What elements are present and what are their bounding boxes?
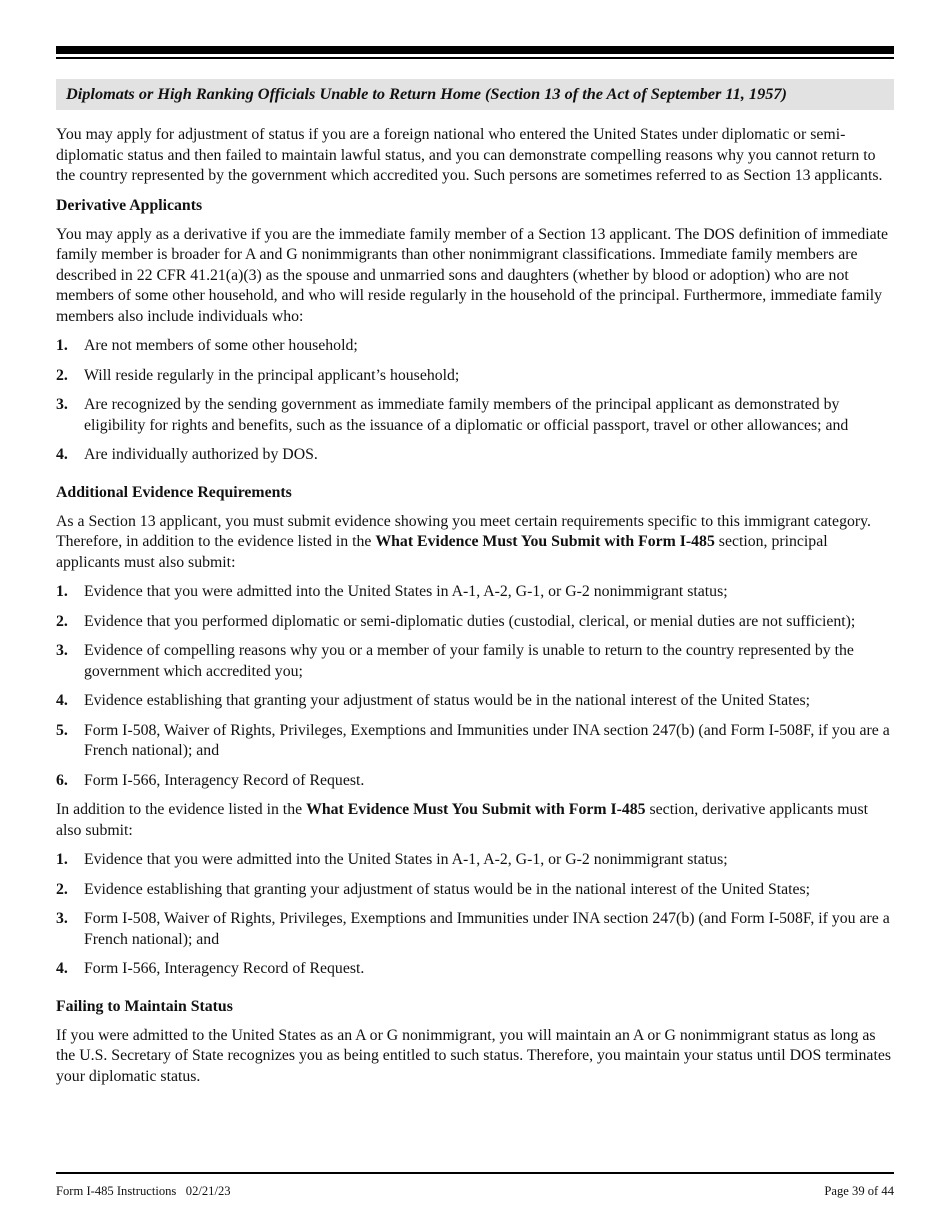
document-page	[56, 46, 894, 1087]
list-item	[56, 880, 894, 901]
list-text: Are recognized by the sending government as immediate family members of the principal applicant as demonstrated by eligibility for rights and benefits, such as the issuance of a diplomatic or official passport, travel or other allowances; and	[84, 396, 849, 434]
list-item	[56, 959, 894, 980]
list-text: Form I-508, Waiver of Rights, Privileges, Exemptions and Immunities under INA section 247(b) (and Form I-508F, if you are a French national); and	[84, 721, 890, 759]
list-number: 2.	[56, 612, 68, 630]
header-rule-thick	[56, 46, 894, 54]
list-text: Form I-508, Waiver of Rights, Privileges, Exemptions and Immunities under INA section 247(b) (and Form I-508F, if you are a French national); and	[84, 910, 890, 948]
derivative-heading: Derivative Applicants	[56, 196, 203, 214]
intro-paragraph: You may apply for adjustment of status if you are a foreign national who entered the United States under diplomatic or semi-diplomatic status and then failed to maintain lawful status, and you can demonstrate compelling reasons why you cannot return to the country represented by the government which accredited you. Such persons are sometimes referred to as Section 13 applicants.	[56, 126, 883, 184]
list-text: Will reside regularly in the principal applicant’s household;	[84, 366, 460, 384]
list-item	[56, 909, 894, 950]
list-item	[56, 445, 894, 466]
list-text: Are not members of some other household;	[84, 337, 358, 354]
principal-evidence-list	[56, 582, 894, 791]
list-number: 6.	[56, 771, 68, 789]
list-item	[56, 850, 894, 871]
list-number: 4.	[56, 960, 68, 977]
list-number: 1.	[56, 337, 68, 354]
list-text: Form I-566, Interagency Record of Request.	[84, 960, 365, 977]
list-item	[56, 691, 894, 712]
failing-status-heading: Failing to Maintain Status	[56, 997, 233, 1015]
footer-rule	[56, 1172, 894, 1174]
list-number: 3.	[56, 910, 68, 927]
list-number: 4.	[56, 446, 68, 463]
list-item	[56, 721, 894, 762]
list-text: Evidence that you were admitted into the United States in A-1, A-2, G-1, or G-2 nonimmigrant status;	[84, 851, 728, 868]
list-text: Evidence establishing that granting your adjustment of status would be in the national interest of the United States;	[84, 692, 811, 709]
header-rule-thin	[56, 57, 894, 59]
derivative-criteria-list	[56, 336, 894, 466]
list-item	[56, 771, 894, 792]
list-number: 1.	[56, 583, 68, 600]
list-text: Form I-566, Interagency Record of Request.	[84, 771, 365, 789]
list-number: 1.	[56, 851, 68, 868]
list-item	[56, 582, 894, 603]
list-number: 3.	[56, 396, 68, 413]
footer-page-number: Page 39 of 44	[824, 1184, 894, 1198]
list-number: 2.	[56, 880, 68, 898]
list-text: Evidence establishing that granting your adjustment of status would be in the national interest of the United States;	[84, 880, 811, 898]
list-text: Are individually authorized by DOS.	[84, 446, 318, 463]
list-item	[56, 366, 894, 387]
section-title: Diplomats or High Ranking Officials Unable to Return Home (Section 13 of the Act of September 11, 1957)	[56, 79, 894, 110]
list-item	[56, 612, 894, 633]
list-item	[56, 336, 894, 357]
list-number: 5.	[56, 721, 68, 739]
list-number: 3.	[56, 642, 68, 659]
derivative-paragraph: You may apply as a derivative if you are the immediate family member of a Section 13 applicant. The DOS definition of immediate family member is broader for A and G nonimmigrants than other nonimmigrant classifications. Immediate family members are described in 22 CFR 41.21(a)(3) as the spouse and unmarried sons and daughters (whether by blood or adoption) who are not members of some other household, and who will reside regularly in the household of the principal. Furthermore, immediate family members also include individuals who:	[56, 225, 889, 325]
list-text: Evidence that you were admitted into the United States in A-1, A-2, G-1, or G-2 nonimmigrant status;	[84, 583, 728, 600]
list-text: Evidence of compelling reasons why you or a member of your family is unable to return to the country represented by the government which accredited you;	[84, 642, 854, 680]
list-number: 4.	[56, 692, 68, 709]
derivative-evidence-paragraph: In addition to the evidence listed in the What Evidence Must You Submit with Form I-485 section, derivative applicants must also submit:	[56, 801, 868, 839]
additional-evidence-paragraph: As a Section 13 applicant, you must submit evidence showing you meet certain requirements specific to this immigrant category. Therefore, in addition to the evidence listed in the What Evidence Must You Submit with Form I-485 section, principal applicants must also submit:	[56, 512, 871, 571]
footer-form-name: Form I-485 Instructions 02/21/23	[56, 1184, 231, 1198]
derivative-evidence-list	[56, 850, 894, 980]
failing-status-paragraph: If you were admitted to the United States as an A or G nonimmigrant, you will maintain an A or G nonimmigrant status as long as the U.S. Secretary of State recognizes you as being entitled to such status. Therefore, you maintain your status until DOS terminates your diplomatic status.	[56, 1026, 891, 1085]
list-number: 2.	[56, 366, 68, 384]
list-text: Evidence that you performed diplomatic or semi-diplomatic duties (custodial, clerical, or menial duties are not sufficient);	[84, 612, 856, 630]
list-item	[56, 395, 894, 436]
additional-evidence-heading: Additional Evidence Requirements	[56, 483, 292, 501]
list-item	[56, 641, 894, 682]
